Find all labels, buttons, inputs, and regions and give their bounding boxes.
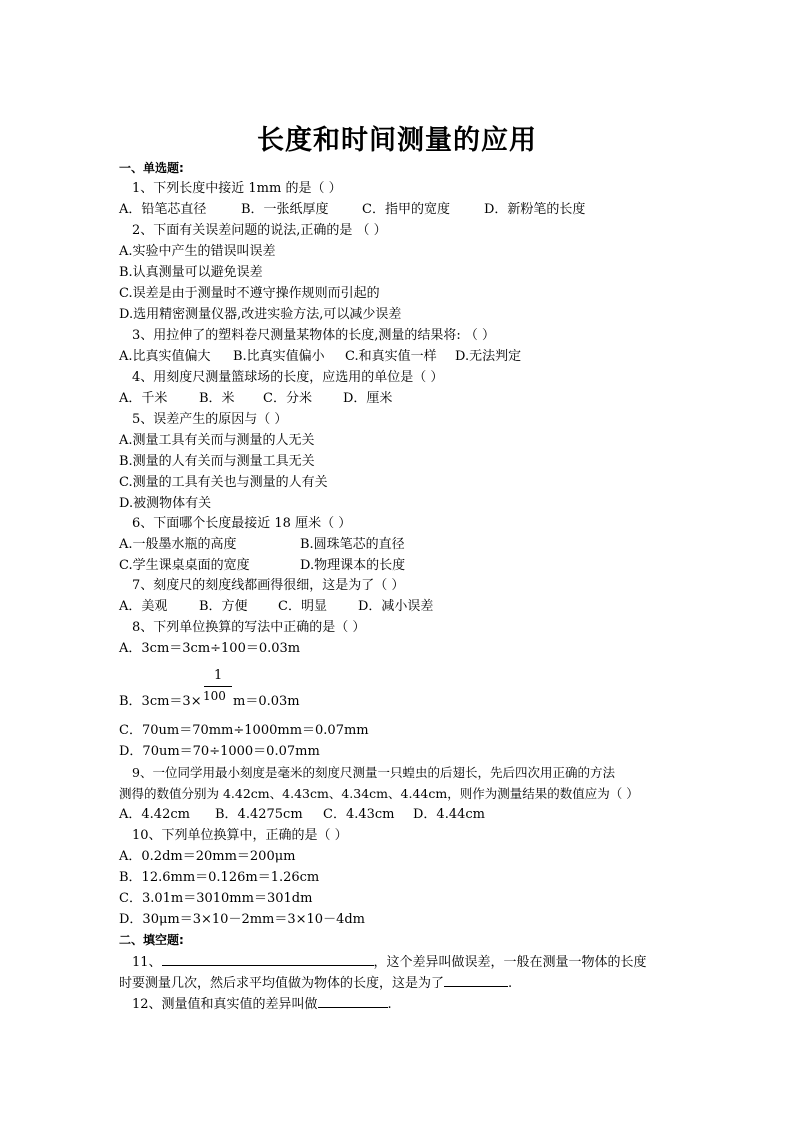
question-12-prefix: 12、测量值和真实值的差异叫做 xyxy=(132,997,318,1012)
question-12-end: . xyxy=(387,997,392,1012)
question-8-option-c: C．70um＝70mm÷1000mm＝0.07mm xyxy=(119,723,369,738)
question-4-option-a: A．千米 xyxy=(119,391,168,406)
question-9-option-d: D．4.44cm xyxy=(413,807,485,822)
question-1-stem: 1、下列长度中接近 1mm 的是（ ） xyxy=(132,181,342,196)
question-3-stem: 3、用拉伸了的塑料卷尺测量某物体的长度,测量的结果将: （ ） xyxy=(132,328,496,343)
question-11-mid: ，这个差异叫做误差，一般在测量一物体的长度 xyxy=(373,955,647,970)
section-heading-fill-blank: 二、填空题: xyxy=(119,933,184,947)
question-5-option-d: D.被测物体有关 xyxy=(119,496,212,511)
question-9-stem-line-2: 测得的数值分别为 4.42cm、4.43cm、4.34cm、4.44cm，则作为测量结果的数值应为（ ） xyxy=(119,786,639,801)
question-3-option-d: D.无法判定 xyxy=(455,349,522,364)
question-8-option-b: B．3cm＝3× xyxy=(119,694,202,709)
question-2-option-b: B.认真测量可以避免误差 xyxy=(119,265,263,280)
question-10-option-a: A．0.2dm＝20mm＝200μm xyxy=(119,849,296,864)
question-9-option-c: C．4.43cm xyxy=(323,807,395,822)
fraction-denominator: 100 xyxy=(203,689,226,703)
question-3-option-b: B.比真实值偏小 xyxy=(233,349,325,364)
question-4-option-d: D．厘米 xyxy=(343,391,393,406)
question-11-line-1 xyxy=(132,951,647,971)
question-4-option-b: B．米 xyxy=(199,391,235,406)
question-1-option-b: B．一张纸厚度 xyxy=(241,202,329,217)
question-1-option-c: C．指甲的宽度 xyxy=(362,202,450,217)
question-12-line xyxy=(132,993,392,1013)
question-2-option-d: D.选用精密测量仪器,改进实验方法,可以减少误差 xyxy=(119,307,402,322)
question-3-option-a: A.比真实值偏大 xyxy=(119,349,211,364)
question-11-end: . xyxy=(508,976,513,991)
section-heading-single-choice: 一、单选题: xyxy=(119,161,184,175)
question-5-option-a: A.测量工具有关而与测量的人无关 xyxy=(119,433,315,448)
question-2-stem: 2、下面有关误差问题的说法,正确的是 （ ） xyxy=(132,223,387,238)
question-8-option-d: D．70um＝70÷1000＝0.07mm xyxy=(119,744,320,759)
question-10-stem: 10、下列单位换算中，正确的是（ ） xyxy=(132,828,348,843)
question-5-option-b: B.测量的人有关而与测量工具无关 xyxy=(119,454,315,469)
question-8-stem: 8、下列单位换算的写法中正确的是（ ） xyxy=(132,620,366,635)
question-5-option-c: C.测量的工具有关也与测量的人有关 xyxy=(119,475,328,490)
question-9-stem-line-1: 9、一位同学用最小刻度是毫米的刻度尺测量一只蝗虫的后翅长，先后四次用正确的方法 xyxy=(132,765,615,780)
question-9-option-a: A．4.42cm xyxy=(119,807,190,822)
fraction-numerator: 1 xyxy=(214,668,223,683)
question-1-option-d: D．新粉笔的长度 xyxy=(484,202,586,217)
question-3-option-c: C.和真实值一样 xyxy=(345,349,437,364)
question-6-option-a: A.一般墨水瓶的高度 xyxy=(119,537,237,552)
question-4-stem: 4、用刻度尺测量篮球场的长度，应选用的单位是（ ） xyxy=(132,370,444,385)
question-11-line-2 xyxy=(119,972,512,992)
question-11-prefix: 11、 xyxy=(132,955,162,970)
question-7-stem: 7、刻度尺的刻度线都画得很细，这是为了（ ） xyxy=(132,578,405,593)
question-6-stem: 6、下面哪个长度最接近 18 厘米（ ） xyxy=(132,516,352,531)
question-4-option-c: C．分米 xyxy=(263,391,312,406)
question-7-option-a: A．美观 xyxy=(119,599,168,614)
question-8-option-b-tail: m＝0.03m xyxy=(233,694,300,709)
question-10-option-c: C．3.01m＝3010mm＝301dm xyxy=(119,891,313,906)
fraction-bar xyxy=(204,686,232,687)
question-2-option-a: A.实验中产生的错误叫误差 xyxy=(119,244,276,259)
question-10-option-d: D．30μm＝3×10－2mm＝3×10－4dm xyxy=(119,912,365,927)
question-6-option-d: D.物理课本的长度 xyxy=(300,558,406,573)
question-6-option-c: C.学生课桌桌面的宽度 xyxy=(119,558,250,573)
question-12-blank[interactable] xyxy=(318,993,388,1008)
question-8-option-a: A．3cm＝3cm÷100＝0.03m xyxy=(119,641,301,656)
question-11-line-2-text: 时要测量几次，然后求平均值做为物体的长度，这是为了 xyxy=(119,976,445,991)
question-7-option-d: D．减小误差 xyxy=(358,599,434,614)
question-1-option-a: A．铅笔芯直径 xyxy=(119,202,207,217)
question-7-option-b: B．方便 xyxy=(199,599,248,614)
question-11-blank-1[interactable] xyxy=(162,951,374,966)
question-6-option-b: B.圆珠笔芯的直径 xyxy=(300,537,405,552)
question-5-stem: 5、误差产生的原因与（ ） xyxy=(132,412,288,427)
page-title: 长度和时间测量的应用 xyxy=(257,125,537,156)
question-11-blank-2[interactable] xyxy=(444,972,508,987)
question-7-option-c: C．明显 xyxy=(278,599,327,614)
question-2-option-c: C.误差是由于测量时不遵守操作规则而引起的 xyxy=(119,286,380,301)
question-9-option-b: B．4.4275cm xyxy=(215,807,303,822)
question-10-option-b: B．12.6mm＝0.126m＝1.26cm xyxy=(119,870,320,885)
